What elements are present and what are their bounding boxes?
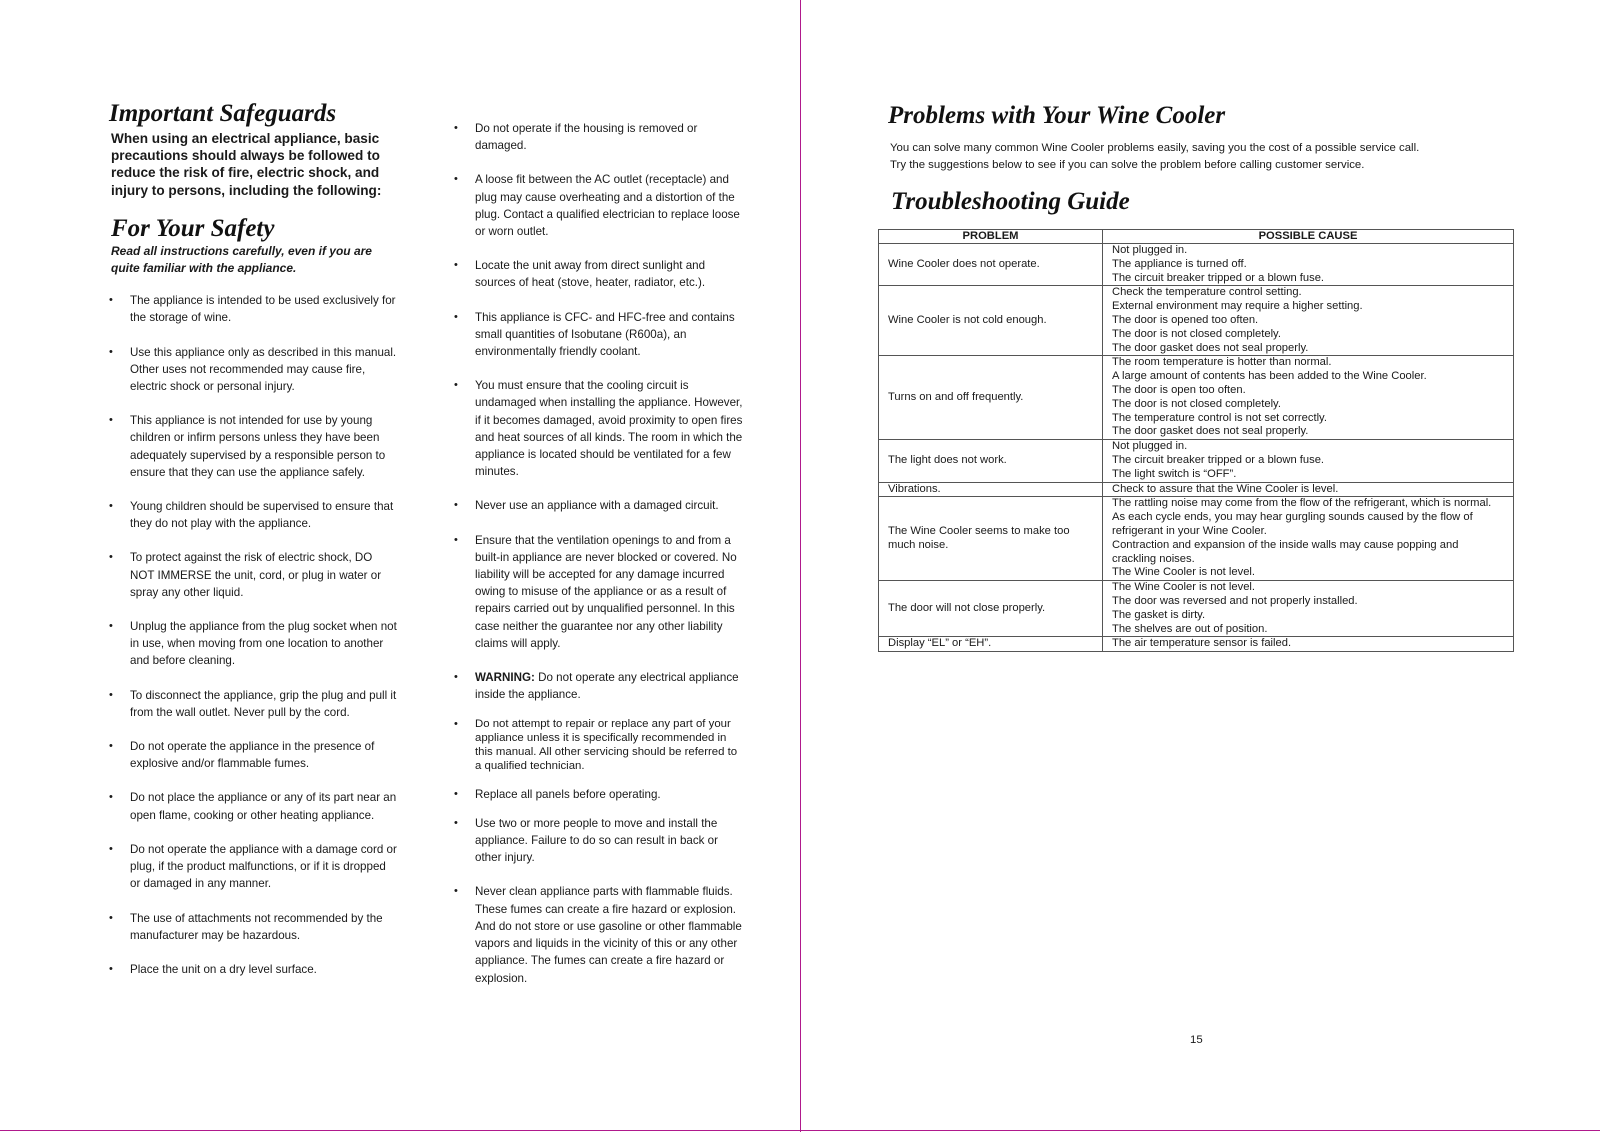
problems-note-line-1: You can solve many common Wine Cooler problems easily, saving you the cost of a possible service call. [890, 142, 1420, 154]
safeguards-title: Important Safeguards [109, 100, 337, 127]
cause-cell [1103, 482, 1514, 497]
cause-line: A large amount of contents has been added to the Wine Cooler. [1112, 370, 1427, 383]
cause-line: The door is open too often. [1112, 383, 1246, 396]
problem-cell: The Wine Cooler seems to make too much noise. [879, 497, 1103, 581]
list-item: • Ensure that the ventilation openings to and from a built-in appliance are never blocked or covered. No liability will be accepted for any damage incurred owing to misuse of the appliance or as a result of repairs carried out by unqualified personnel. In this case neither the guarantee nor any other liability claims will apply. [454, 532, 744, 652]
safeguards-intro: When using an electrical appliance, basic precautions should always be followed to reduce the risk of fire, electric shock, and injury to persons, including the following: [111, 131, 382, 198]
cause-line: Not plugged in. [1112, 244, 1188, 256]
list-item: • Use two or more people to move and install the appliance. Failure to do so can result in back or other injury. [454, 815, 744, 867]
table-row [879, 286, 1514, 356]
cause-line: The temperature control is not set correctly. [1112, 411, 1327, 424]
problem-cell: Vibrations. [879, 482, 1103, 497]
cause-line: The gasket is dirty. [1112, 608, 1206, 621]
troubleshooting-section [888, 100, 1528, 218]
cause-line: Check to assure that the Wine Cooler is level. [1112, 482, 1339, 495]
cause-line: The room temperature is hotter than normal. [1112, 356, 1332, 369]
list-item: • Young children should be supervised to ensure that they do not play with the appliance. [109, 498, 399, 532]
table-row [879, 244, 1514, 286]
guide-title: Troubleshooting Guide [891, 187, 1130, 215]
list-item: • This appliance is CFC- and HFC-free and contains small quantities of Isobutane (R600a), an environmentally friendly coolant. [454, 309, 744, 361]
table-row [879, 497, 1514, 581]
cause-line: The appliance is turned off. [1112, 257, 1247, 270]
list-item: • To disconnect the appliance, grip the plug and pull it from the wall outlet. Never pull by the cord. [109, 687, 399, 721]
problems-title: Problems with Your Wine Cooler [888, 102, 1226, 129]
safety-list-2 [454, 120, 744, 987]
table-row [879, 440, 1514, 482]
table-row [879, 637, 1514, 652]
page-number: 15 [1190, 1034, 1203, 1046]
cause-line: The circuit breaker tripped or a blown fuse. [1112, 453, 1325, 466]
cause-cell [1103, 244, 1514, 286]
problem-cell: The door will not close properly. [879, 581, 1103, 637]
problem-header: PROBLEM [879, 230, 1103, 244]
list-item: • You must ensure that the cooling circuit is undamaged when installing the appliance. However, if it becomes damaged, avoid proximity to open fires and heat sources of all kinds. The room in which the appliance is located should be ventilated for a few minutes. [454, 377, 744, 480]
cause-line: Contraction and expansion of the inside walls may cause popping and crackling noises. [1112, 538, 1459, 565]
list-item: • A loose fit between the AC outlet (receptacle) and plug may cause overheating and a distortion of the plug. Contact a qualified electrician to replace loose or worn outlet. [454, 171, 744, 240]
cause-cell [1103, 286, 1514, 356]
cause-line: The door gasket does not seal properly. [1112, 341, 1309, 354]
troubleshooting-table [878, 229, 1514, 652]
list-item: • Use this appliance only as described in this manual. Other uses not recommended may cause fire, electric shock or personal injury. [109, 344, 399, 396]
warning-label: WARNING: [475, 671, 535, 685]
list-item: • Do not operate if the housing is removed or damaged. [454, 120, 744, 154]
warning-text: Do not operate any electrical appliance inside the appliance. [475, 671, 739, 702]
cause-line: The door was reversed and not properly installed. [1112, 594, 1358, 607]
bottom-rule [0, 1130, 1600, 1131]
list-item: • Never use an appliance with a damaged circuit. [454, 497, 744, 514]
table-body [879, 244, 1514, 652]
problem-cell: Wine Cooler does not operate. [879, 244, 1103, 286]
table-header-row [879, 230, 1514, 244]
cause-line: The door is opened too often. [1112, 313, 1259, 326]
list-item: • The use of attachments not recommended by the manufacturer may be hazardous. [109, 910, 399, 944]
problem-cell: The light does not work. [879, 440, 1103, 482]
list-item: • To protect against the risk of electric shock, DO NOT IMMERSE the unit, cord, or plug in water or spray any other liquid. [109, 549, 399, 601]
problem-cell: Turns on and off frequently. [879, 356, 1103, 440]
safety-column-2 [454, 120, 744, 987]
cause-line: Check the temperature control setting. [1112, 286, 1302, 299]
cause-cell [1103, 637, 1514, 652]
cause-line: The door gasket does not seal properly. [1112, 425, 1309, 438]
list-item: • Never clean appliance parts with flammable fluids. These fumes can create a fire hazard or explosion. And do not store or use gasoline or other flammable vapors and liquids in the vicinity of this or any other appliance. The fumes can create a fire hazard or explosion. [454, 883, 744, 986]
cause-line: The door is not closed completely. [1112, 327, 1281, 340]
safeguards-column [109, 100, 399, 978]
cause-line: The rattling noise may come from the flow of the refrigerant, which is normal. As each cycle ends, you may hear gurgling sounds caused by the flow of refrigerant in your Wine Cooler. [1112, 497, 1492, 537]
cause-line: The circuit breaker tripped or a blown fuse. [1112, 271, 1325, 284]
list-item: • Do not place the appliance or any of its part near an open flame, cooking or other heating appliance. [109, 789, 399, 823]
problems-note-line-2: Try the suggestions below to see if you can solve the problem before calling customer service. [890, 159, 1365, 172]
table-row [879, 482, 1514, 497]
list-item: • Place the unit on a dry level surface. [109, 961, 399, 978]
cause-line: External environment may require a higher setting. [1112, 300, 1363, 313]
list-item: • Do not operate the appliance with a damage cord or plug, if the product malfunctions, or if it is dropped or damaged in any manner. [109, 841, 399, 893]
safety-title: For Your Safety [111, 214, 275, 242]
list-item: • Locate the unit away from direct sunlight and sources of heat (stove, heater, radiator, etc.). [454, 257, 744, 291]
cause-header: POSSIBLE CAUSE [1103, 230, 1514, 244]
table-row [879, 356, 1514, 440]
warning-item [454, 669, 744, 703]
list-item: • Unplug the appliance from the plug socket when not in use, when moving from one location to another and before cleaning. [109, 618, 399, 670]
list-item: • Do not attempt to repair or replace any part of your appliance unless it is specifically recommended in this manual. All other servicing should be referred to a qualified technician. [454, 718, 744, 773]
cause-line: The air temperature sensor is failed. [1112, 637, 1292, 650]
cause-line: The Wine Cooler is not level. [1112, 581, 1256, 594]
list-item: • Replace all panels before operating. [454, 786, 744, 803]
table-row [879, 581, 1514, 637]
list-item: • The appliance is intended to be used exclusively for the storage of wine. [109, 292, 399, 326]
cause-line: The shelves are out of position. [1112, 622, 1268, 635]
cause-line: The light switch is “OFF”. [1112, 467, 1237, 480]
cause-cell [1103, 581, 1514, 637]
list-item: • Do not operate the appliance in the presence of explosive and/or flammable fumes. [109, 738, 399, 772]
cause-cell [1103, 356, 1514, 440]
cause-line: The Wine Cooler is not level. [1112, 566, 1256, 579]
cause-cell [1103, 440, 1514, 482]
cause-cell [1103, 497, 1514, 581]
problem-cell: Display “EL” or “EH”. [879, 637, 1103, 652]
page-divider [800, 0, 801, 1132]
problem-cell: Wine Cooler is not cold enough. [879, 286, 1103, 356]
safety-lead: Read all instructions carefully, even if you are quite familiar with the appliance. [111, 243, 372, 276]
safety-list-1 [109, 292, 399, 978]
cause-line: The door is not closed completely. [1112, 397, 1281, 410]
problems-note [890, 140, 1528, 175]
list-item: • This appliance is not intended for use by young children or infirm persons unless they have been adequately supervised by a responsible person to ensure that they can use the appliance safely. [109, 412, 399, 481]
cause-line: Not plugged in. [1112, 440, 1188, 453]
